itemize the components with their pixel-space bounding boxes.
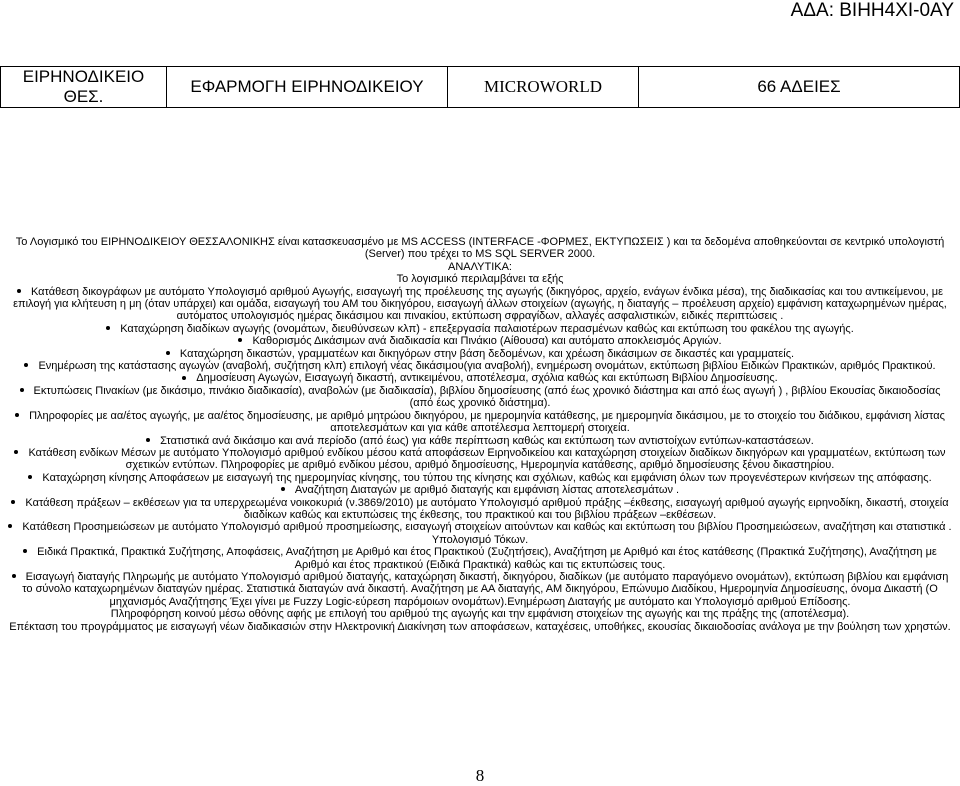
- document-body: [8, 236, 952, 633]
- feature-item-text: Στατιστικά ανά δικάσιμο και ανά περίοδο (από έως) για κάθε περίπτωση καθώς και εκτύπωση των αντιστοίχων εντύπων-καταστάσεων.: [160, 434, 814, 447]
- feature-item: [8, 286, 952, 323]
- document-code: ΑΔΑ: ΒΙΗΗ4ΧΙ-0ΑΥ: [790, 0, 954, 21]
- feature-item: [8, 521, 952, 533]
- feature-item-text: Κατάθεση Προσημειώσεων με αυτόματο Υπολογισμό αριθμού προσημείωσης, εισαγωγή στοιχείων αιτούντων και καθώς και εκτύπωση του βιβλίου Προσημειώσεων, αναζήτηση και στατιστικά .: [22, 521, 952, 534]
- feature-item: [8, 608, 952, 620]
- bullet-icon: [17, 289, 21, 293]
- court-cell: ΕΙΡΗΝΟΔΙΚΕΙΟ ΘΕΣ.: [1, 67, 167, 108]
- bullet-icon: [14, 450, 18, 454]
- feature-item: [8, 385, 952, 410]
- bullet-icon: [23, 549, 27, 553]
- bullet-icon: [12, 574, 16, 578]
- feature-item: [8, 571, 952, 608]
- feature-item: [8, 435, 952, 447]
- feature-item: [8, 323, 952, 335]
- feature-item-text: Εκτυπώσεις Πινακίων (με δικάσιμο, πινάκιο διαδικασία), αναβολών (με διαδικασία), βιβλίου δημοσίευσης (από έως χρονικό διάστημα και από έως αγωγή ) , βιβλίου Εκουσίας δικαιοδοσίας (από έως χρονικό διάστημα).: [33, 384, 941, 410]
- licenses-cell: 66 ΑΔΕΙΕΣ: [639, 67, 960, 108]
- feature-item-text: Ενημέρωση της κατάστασης αγωγών (αναβολή, συζήτηση κλπ) επιλογή νέας δικάσιμου(για αναβολή), ενημέρωση ονομάτων, εκτύπωση βιβλίου Ειδικών Πρακτικών, αριθμός Πρακτικού.: [38, 360, 936, 373]
- feature-item-text: Δημοσίευση Αγωγών, Εισαγωγή δικαστή, αντικειμένου, αποτέλεσμα, σχόλια καθώς και εκτύπωση Βιβλίου Δημοσίευσης.: [196, 372, 778, 385]
- feature-item-text: Ειδικά Πρακτικά, Πρακτικά Συζήτησης, Αποφάσεις, Αναζήτηση με Αριθμό και έτος Πρακτικού (Συζητήσεις), Αναζήτηση με Αριθμό και έτος κατάθεσης (Πρακτικά Συζήτησης), Αναζήτηση με Αριθμό και έτος πρακτικού (Ειδικά Πρακτικά) καθώς και τις εκτυπώσεις τους.: [37, 546, 937, 571]
- analysis-subtitle: Το λογισμικό περιλαμβάνει τα εξής: [396, 273, 564, 286]
- feature-item-text: Καταχώρηση δικαστών, γραμματέων και δικηγόρων στην βάση δεδομένων, και χρέωση δικάσιμων σε δικαστές και γραμματείς.: [179, 347, 795, 360]
- bullet-icon: [28, 475, 32, 479]
- bullet-icon: [106, 326, 110, 330]
- feature-item-text: Υπολογισμό Τόκων.: [431, 533, 529, 546]
- feature-item-text: Αναζήτηση Διαταγών με αριθμό διαταγής και εμφάνιση λίστας αποτελεσμάτων .: [294, 484, 680, 497]
- feature-item-text: Καθορισμός Δικάσιμων ανά διαδικασία και Πινάκιο (Αίθουσα) και αυτόματο αποκλεισμός Αργιών.: [252, 335, 722, 348]
- bullet-icon: [15, 413, 19, 417]
- feature-item-text: Καταχώρηση κίνησης Αποφάσεων με εισαγωγή της ημερομηνίας κίνησης, του τύπου της κίνησης και σχόλιων, καθώς και εμφάνιση όλων των προγενέστερων κινήσεων της απόφασης.: [42, 471, 932, 484]
- bullet-icon: [24, 363, 28, 367]
- bullet-icon: [281, 487, 285, 491]
- bullet-icon: [8, 524, 12, 528]
- feature-item: [8, 447, 952, 472]
- bullet-icon: [20, 388, 24, 392]
- feature-item-text: Καταχώρηση διαδίκων αγωγής (ονομάτων, διευθύνσεων κλπ) - επεξεργασία παλαιοτέρων περασμένων καθώς και εκτύπωση του φακέλου της αγωγής.: [120, 322, 854, 335]
- vendor-cell: MICROWORLD: [448, 67, 639, 108]
- application-cell: ΕΦΑΡΜΟΓΗ ΕΙΡΗΝΟΔΙΚΕΙΟΥ: [167, 67, 448, 108]
- feature-item: [8, 360, 952, 372]
- feature-item-text: Κατάθεση πράξεων – εκθέσεων για τα υπερχρεωμένα νοικοκυριά (ν.3869/2010) με αυτόματο Υπολογισμό αριθμού πράξης –έκθεσης, εισαγωγή αριθμού αγωγής ειρηνοδίκη, δικαστή, στοιχεία διαδίκων καθώς και εκτυπώσεις της έκθεσης, του πρακτικού και του βιβλίου πράξεων –εκθέσεων.: [25, 496, 949, 521]
- feature-list: [8, 286, 952, 633]
- feature-item: [8, 546, 952, 571]
- feature-item: [8, 410, 952, 435]
- bullet-icon: [146, 438, 150, 442]
- bullet-icon: [182, 376, 186, 380]
- feature-item-text: Εισαγωγή διαταγής Πληρωμής με αυτόματο Υπολογισμό αριθμού διαταγής, καταχώρηση δικαστή, δικηγόρου, διαδίκων (με αυτόματο παραγόμενο ονομάτων), εκτύπωση βιβλίου και εμφάνιση το σύνολο καταχωρημένων διαταγών ημέρας. Στατιστικά διαταγών ανά δικαστή. Αναζήτηση με ΑΑ διαταγής, ΑΜ δικηγόρου, Επώνυμο Διαδίκου, Ημερομηνία Δημοσίευσης, όνομα Δικαστή (Ο μηχανισμός Αναζήτησης Έχει γίνει με Fuzzy Logic-εύρεση παρόμοιων ονομάτων).Ενημέρωση Διαταγής με αυτόματο και Υπολογισμό αριθμού Επίδοσης.: [22, 570, 949, 608]
- page-number: 8: [475, 766, 485, 785]
- feature-item: [8, 534, 952, 546]
- feature-item: [8, 335, 952, 347]
- feature-item-text: Επέκταση του προγράμματος με εισαγωγή νέων διαδικασιών στην Ηλεκτρονική Διακίνηση των αποφάσεων, καταχέσεις, υποθήκες, εκουσίας δικαιοδοσίας ανάλογα με την βούληση των χρηστών.: [9, 620, 951, 633]
- feature-item: [8, 472, 952, 484]
- feature-item-text: Πληροφορίες με αα/έτος αγωγής, με αα/έτος δημοσίευσης, με αριθμό μητρώου δικηγόρου, με ημερομηνία κατάθεσης, με ημερομηνία δικάσιμου, με το στοιχείο του διάδικου, εμφάνιση λίστας αποτελεσμάτων και για κάθε αποτέλεσμα λεπτομερή στοιχεία.: [29, 409, 945, 435]
- header-table: [0, 66, 960, 108]
- intro-paragraph: Το Λογισμικό του ΕΙΡΗΝΟΔΙΚΕΙΟΥ ΘΕΣΣΑΛΟΝΙΚΗΣ είναι κατασκευασμένο με MS ACCESS (INTERFACE -ΦΟΡΜΕΣ, ΕΚΤΥΠΩΣΕΙΣ ) και τα δεδομένα αποθηκεύονται σε κεντρικό υπολογιστή (Server) που τρέχει το MS SQL SERVER 2000.: [15, 236, 945, 261]
- bullet-icon: [166, 351, 170, 355]
- feature-item: [8, 372, 952, 384]
- analysis-title: ΑΝΑΛΥΤΙΚΑ:: [448, 260, 512, 273]
- bullet-icon: [11, 500, 15, 504]
- feature-item: [8, 497, 952, 522]
- feature-item: [8, 348, 952, 360]
- feature-item-text: Πληροφόρηση κοινού μέσω οθόνης αφής με επιλογή του αριθμού της αγωγής και την εμφάνιση στοιχείων της αγωγής και της πράξης της (αποτέλεσμα).: [110, 608, 850, 621]
- feature-item-text: Κατάθεση δικογράφων με αυτόματο Υπολογισμό αριθμού Αγωγής, εισαγωγή της προέλευσης της αγωγής (δικηγόρος, αρχείο, ενάγων ένδικα μέσα), της διαδικασίας και του αντικείμενου, με επιλογή για κλήτευση η μη (όταν υπάρχει) και ομάδα, εισαγωγή του ΑΜ του δικηγόρου, εισαγωγή άλλων στοιχείων (αγωγής, η διαταγής – προέλευση αρχείο) εμφάνιση καταχωρημένων ημέρας, αυτόματος υπολογισμός ημέρας δικάσιμου και πινακίου, εκτύπωση σφραγίδων, αλλαγές ασφαλιστικών, ειδικές περιπτώσεις .: [13, 285, 947, 323]
- bullet-icon: [238, 338, 242, 342]
- feature-item-text: Κατάθεση ενδίκων Μέσων με αυτόματο Υπολογισμό αριθμού ενδίκου μέσου κατά αποφάσεων Ειρηνοδικείου και καταχώρηση στοιχείων διαδίκων δικηγόρων και γραμματέων, εκτύπωση των σχετικών εντύπων. Πληροφορίες με αριθμό ενδίκου μέσου, αριθμό δημοσίευσης, Ημερομηνία κατάθεσης, αριθμό δημοσίευσης ξένου δικαστηρίου.: [28, 446, 946, 472]
- feature-item: [8, 484, 952, 496]
- header-row: [1, 67, 960, 108]
- feature-item: [8, 621, 952, 633]
